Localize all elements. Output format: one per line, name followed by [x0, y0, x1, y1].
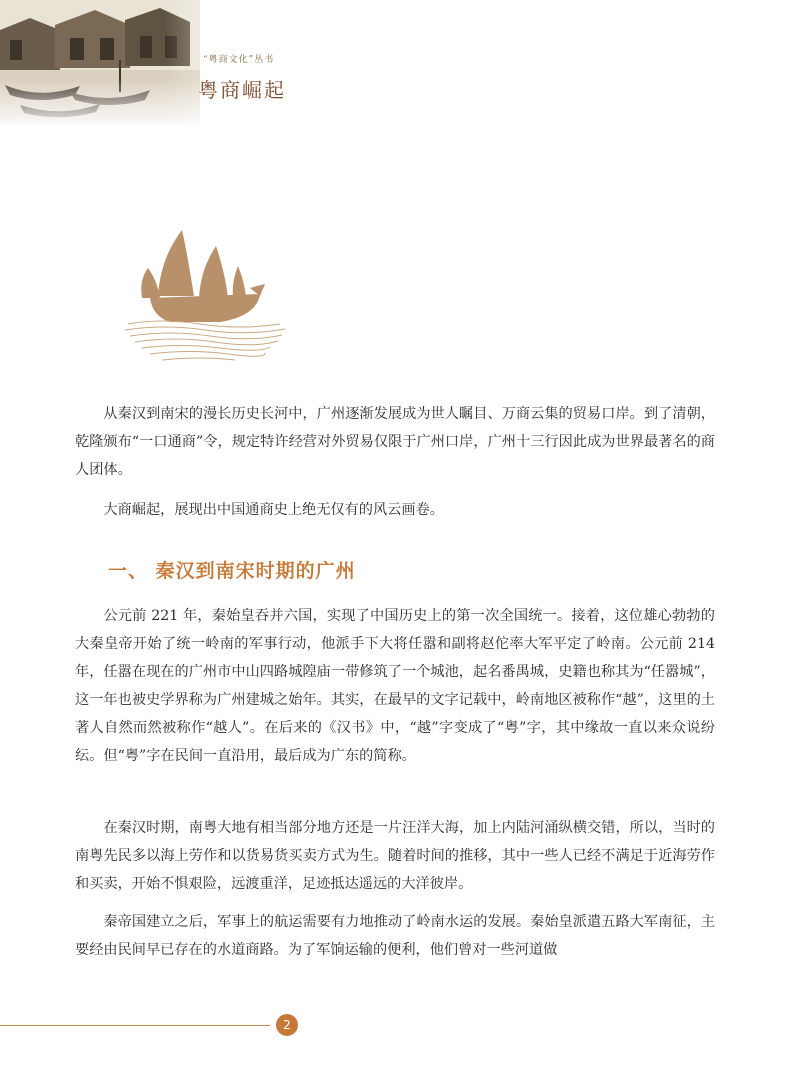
book-title: 粤商崛起 — [198, 78, 286, 102]
corner-painting — [0, 0, 300, 130]
series-label: “粤商文化”丛书 — [203, 55, 275, 65]
body-paragraph-3: 秦帝国建立之后，军事上的航运需要有力地推动了岭南水运的发展。秦始皇派遣五路大军南征，主要经由民间早已存在的水道商路。为了军饷运输的便利，他们曾对一些河道做 — [75, 914, 715, 958]
page-number: 2 — [276, 1014, 298, 1036]
junk-ship-icon — [120, 226, 290, 366]
body-paragraph-1: 公元前 221 年，秦始皇吞并六国，实现了中国历史上的第一次全国统一。接着，这位雄心勃勃的大秦皇帝开始了统一岭南的军事行动，他派手下大将任嚣和副将赵佗率大军平定了岭南。公元前 214 年，任嚣在现在的广州市中山四路城隍庙一带修筑了一个城池，起名番禺城，史籍也称其为“任嚣城”，这一年也被史学界称为广州建城之始年。其实，在最早的文字记载中，岭南地区被称作“越”，这里的土著人自然而然被称作“越人”。在后来的《汉书》中，“越”字变成了“粤”字，其中缘故一直以来众说纷纭。但“粤”字在民间一直沿用，最后成为广东的简称。 — [75, 608, 715, 764]
body-paragraph-2: 在秦汉时期，南粤大地有相当部分地方还是一片汪洋大海，加上内陆河涌纵横交错，所以，当时的南粤先民多以海上劳作和以货易货买卖方式为生。随着时间的推移，其中一些人已经不满足于近海劳作和买卖，开始不惧艰险，远渡重洋，足迹抵达遥远的大洋彼岸。 — [75, 820, 715, 892]
intro-paragraph-1: 从秦汉到南宋的漫长历史长河中，广州逐渐发展成为世人瞩目、万商云集的贸易口岸。到了清朝，乾隆颁布“一口通商”令，规定特许经营对外贸易仅限于广州口岸，广州十三行因此成为世界最著名的商人团体。 — [75, 406, 715, 478]
footer-rule — [0, 1025, 270, 1026]
intro-paragraph-2: 大商崛起，展现出中国通商史上绝无仅有的风云画卷。 — [103, 502, 444, 518]
section-heading: 一、 秦汉到南宋时期的广州 — [108, 560, 356, 582]
